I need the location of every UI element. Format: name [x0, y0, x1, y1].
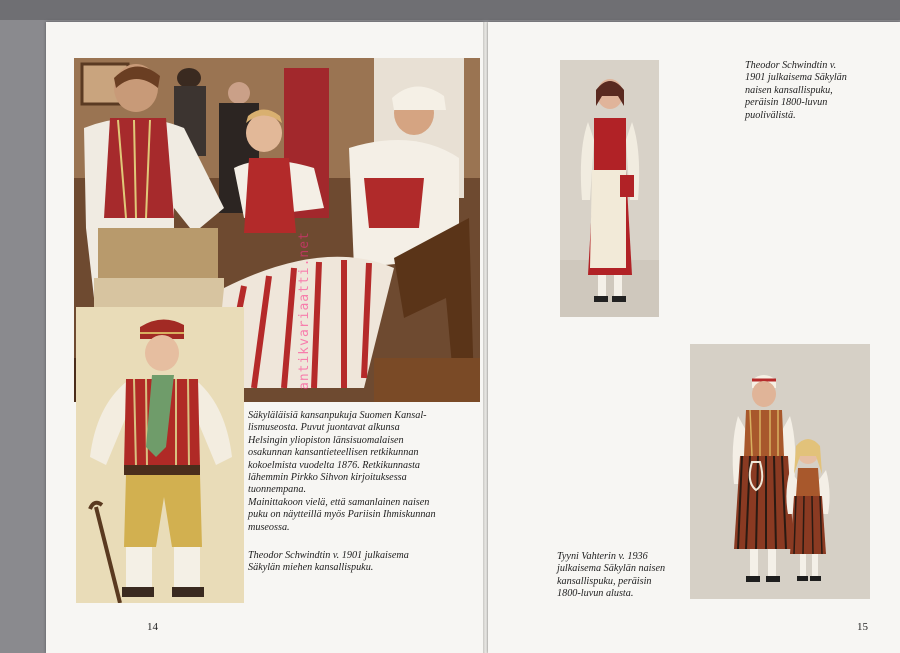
woman-and-girl-photo [690, 344, 870, 599]
caption-line: tuonnempana. [248, 484, 307, 496]
costume-1936-caption [557, 551, 687, 601]
caption-line: Theodor Schwindtin v. 1901 julkaisema [248, 550, 409, 561]
caption-line: Helsingin yliopiston länsisuomalaisen [248, 434, 404, 446]
caption-line: julkaisema Säkylän naisen [557, 563, 666, 575]
man-costume-caption [248, 550, 466, 575]
caption-line: lähemmin Pirkko Sihvon kirjoituksessa [248, 472, 407, 484]
watermark: antikvariaatti.net [297, 231, 312, 390]
caption-line: Tyyni Vahterin v. 1936 [557, 551, 648, 562]
man-costume-painting [76, 307, 244, 603]
caption-line: Mainittakoon vielä, että samanlainen naisen [248, 496, 430, 508]
caption-line: peräisin 1800-luvun [745, 97, 828, 109]
caption-line: naisen kansallispuku, [745, 84, 833, 96]
museum-caption [248, 410, 466, 534]
woman-costume-photo [560, 60, 659, 317]
caption-line: kokoelmista vuodelta 1876. Retkikunnasta [248, 459, 421, 471]
woman-1901-caption [745, 60, 895, 122]
caption-line: Theodor Schwindtin v. [745, 60, 837, 71]
caption-line: lismuseosta. Puvut juontavat alkunsa [248, 422, 400, 434]
caption-line: puku on näytteillä myös Pariisin Ihmiskunnan [248, 509, 436, 521]
caption-line: kansallispuku, peräisin [557, 575, 652, 587]
page-number-left: 14 [147, 621, 158, 633]
caption-line: 1800-luvun alusta. [557, 588, 634, 600]
caption-line: museossa. [248, 521, 290, 533]
caption-line: 1901 julkaisema Säkylän [745, 72, 847, 84]
caption-line: Säkyläläisiä kansanpukuja Suomen Kansal- [248, 410, 427, 421]
caption-line: Säkylän miehen kansallispuku. [248, 562, 374, 574]
scan-background [0, 0, 900, 20]
page-number-right: 15 [857, 621, 868, 633]
caption-line: puolivälistä. [745, 109, 796, 121]
caption-line: osakunnan kansantieteellisen retkikunnan [248, 447, 419, 459]
